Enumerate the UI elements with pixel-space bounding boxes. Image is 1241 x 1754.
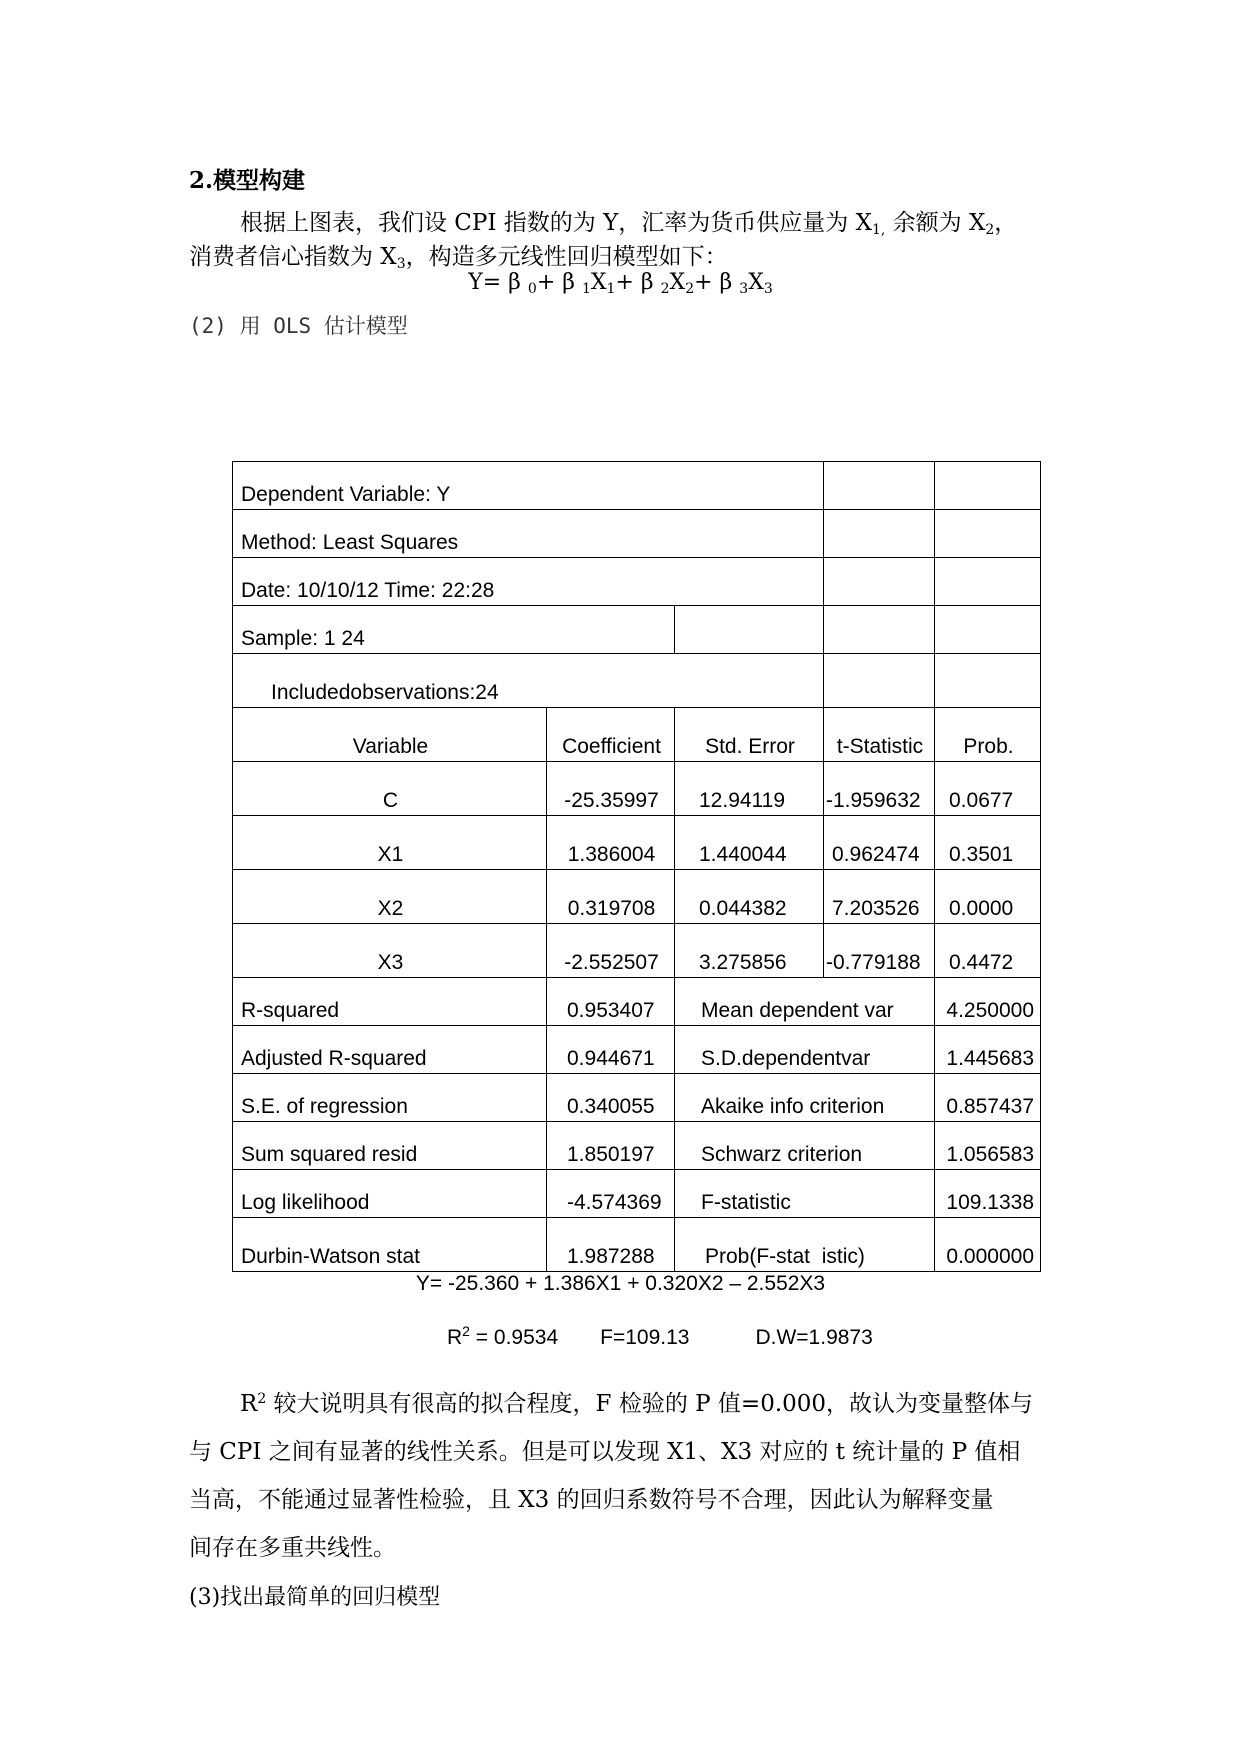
table-row (233, 762, 1041, 816)
step3-heading: (3)找出最简单的回归模型 (189, 1585, 441, 1610)
stat-value: 0.944671 (547, 1026, 675, 1074)
stat-label-right: Mean dependent var (675, 978, 935, 1026)
t-statistic: -0.779188 (824, 924, 935, 978)
header-std-error: Std. Error (675, 708, 824, 762)
table-row (233, 870, 1041, 924)
header-coefficient: Coefficient (547, 708, 675, 762)
stat-label: R-squared (233, 978, 547, 1026)
table-row (233, 654, 1041, 708)
analysis-line-1: $R^2$ 较大说明具有很高的拟合程度，F 检验的 P 值=0.000，故认为变量整体与 (240, 1391, 1034, 1417)
intro-line-1: 根据上图表，我们设 CPI 指数的为 Y，汇率为货币供应量为 $X_{1,}$ 余额为 $X_2$， (240, 210, 1018, 238)
stat-label-right: S.D.dependentvar (675, 1026, 935, 1074)
stat-value: -4.574369 (547, 1170, 675, 1218)
stat-label-right: Prob(F-stat istic) (675, 1218, 935, 1272)
dependent-variable: Dependent Variable: Y (233, 462, 824, 510)
fit-statistics: $R^2 = 0.9534$ F=109.13 D.W=1.9873 (447, 1323, 873, 1349)
stat-value: 1.850197 (547, 1122, 675, 1170)
stat-label: Sum squared resid (233, 1122, 547, 1170)
header-t-statistic: t-Statistic (824, 708, 935, 762)
coefficient: 0.319708 (547, 870, 675, 924)
header-variable: Variable (233, 708, 547, 762)
analysis-line-2: 与 CPI 之间有显著的线性关系。但是可以发现 X1、X3 对应的 t 统计量的 P 值相 (189, 1439, 1021, 1465)
stats-row (233, 978, 1041, 1026)
stats-row (233, 1122, 1041, 1170)
stat-label: Adjusted R-squared (233, 1026, 547, 1074)
variable-name: X2 (233, 870, 547, 924)
sample: Sample: 1 24 (233, 606, 675, 654)
prob: 0.4472 (935, 924, 1041, 978)
t-statistic: -1.959632 (824, 762, 935, 816)
std-error: 0.044382 (675, 870, 824, 924)
coefficient: 1.386004 (547, 816, 675, 870)
included-observations: Includedobservations:24 (233, 654, 824, 708)
stat-label: Log likelihood (233, 1170, 547, 1218)
coefficient: -2.552507 (547, 924, 675, 978)
variable-name: C (233, 762, 547, 816)
stat-value: 1.987288 (547, 1218, 675, 1272)
stat-value-right: 1.445683 (935, 1026, 1041, 1074)
date-time: Date: 10/10/12 Time: 22:28 (233, 558, 824, 606)
variable-name: X3 (233, 924, 547, 978)
stat-value: 0.340055 (547, 1074, 675, 1122)
stats-row (233, 1074, 1041, 1122)
analysis-line-3: 当高，不能通过显著性检验，且 X3 的回归系数符号不合理，因此认为解释变量 (189, 1487, 994, 1513)
std-error: 3.275856 (675, 924, 824, 978)
table-row (233, 558, 1041, 606)
stat-label: S.E. of regression (233, 1074, 547, 1122)
prob: 0.3501 (935, 816, 1041, 870)
stat-value: 0.953407 (547, 978, 675, 1026)
t-statistic: 7.203526 (824, 870, 935, 924)
stats-row (233, 1218, 1041, 1272)
method: Method: Least Squares (233, 510, 824, 558)
stat-label-right: Schwarz criterion (675, 1122, 935, 1170)
variable-name: X1 (233, 816, 547, 870)
coefficient: -25.35997 (547, 762, 675, 816)
stat-value-right: 0.000000 (935, 1218, 1041, 1272)
estimated-equation: Y= -25.360 + 1.386X1 + 0.320X2 – 2.552X3 (415, 1272, 826, 1295)
intro-line-2: 消费者信心指数为 $X_3$，构造多元线性回归模型如下： (189, 244, 728, 272)
stat-value-right: 0.857437 (935, 1074, 1041, 1122)
t-statistic: 0.962474 (824, 816, 935, 870)
stats-row (233, 1026, 1041, 1074)
stat-label-right: F-statistic (675, 1170, 935, 1218)
table-row (233, 606, 1041, 654)
table-row (233, 462, 1041, 510)
regression-table (232, 461, 1041, 1272)
stat-value-right: 4.250000 (935, 978, 1041, 1026)
step2-heading: (2) 用 OLS 估计模型 (189, 314, 408, 338)
table-header-row (233, 708, 1041, 762)
stats-row (233, 1170, 1041, 1218)
model-formula: Y= β $_0$+ β $_1X_1+ \beta$ $_2X_2+ \beta$ $_3X_3$ (468, 270, 773, 297)
table-row (233, 816, 1041, 870)
table-row (233, 924, 1041, 978)
stat-value-right: 1.056583 (935, 1122, 1041, 1170)
stat-value-right: 109.1338 (935, 1170, 1041, 1218)
table-row (233, 510, 1041, 558)
prob: 0.0677 (935, 762, 1041, 816)
section-heading: 2.模型构建 (189, 167, 306, 194)
analysis-line-4: 间存在多重共线性。 (189, 1535, 396, 1561)
std-error: 12.94119 (675, 762, 824, 816)
stat-label-right: Akaike info criterion (675, 1074, 935, 1122)
prob: 0.0000 (935, 870, 1041, 924)
stat-label: Durbin-Watson stat (233, 1218, 547, 1272)
header-prob: Prob. (935, 708, 1041, 762)
std-error: 1.440044 (675, 816, 824, 870)
